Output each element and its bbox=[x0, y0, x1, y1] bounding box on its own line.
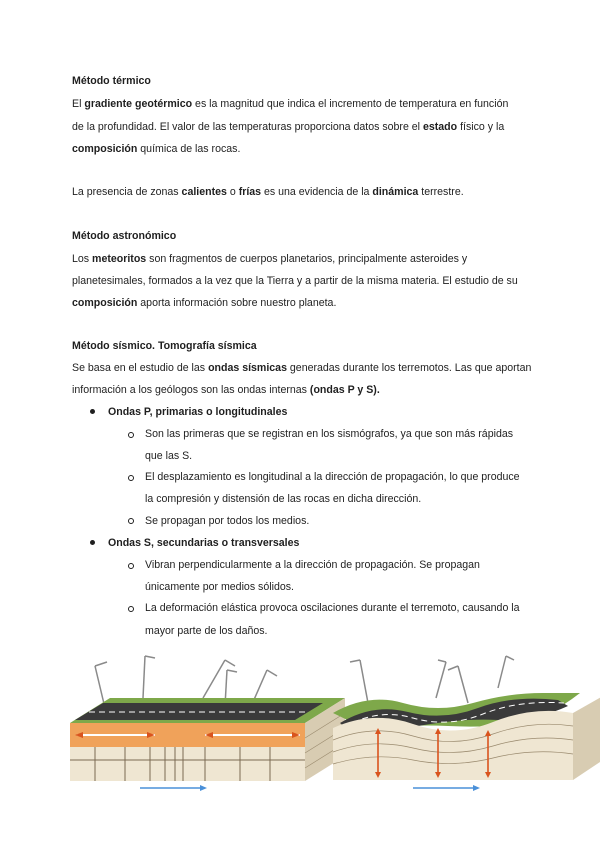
bullet-circle-icon bbox=[128, 518, 134, 524]
thermal-line-3: composición química de las rocas. bbox=[72, 143, 241, 155]
s-item-1-line-2: únicamente por medios sólidos. bbox=[145, 581, 294, 593]
p-item-3-line-1: Se propagan por todos los medios. bbox=[145, 515, 310, 527]
astro-line-2: planetesimales, formados a la vez que la Tierra y a partir de la misma materia. El estudio de su bbox=[72, 275, 518, 287]
s-item-2-line-2: mayor parte de los daños. bbox=[145, 625, 268, 637]
bullet-circle-icon bbox=[128, 563, 134, 569]
p-wave-illustration bbox=[55, 648, 355, 798]
p-item-1-line-1: Son las primeras que se registran en los sismógrafos, ya que son más rápidas bbox=[145, 428, 514, 440]
seismic-line-1: Se basa en el estudio de las ondas sísmicas generadas durante los terremotos. Las que aportan bbox=[72, 362, 532, 374]
s-waves-label: Ondas S, secundarias o transversales bbox=[108, 537, 300, 549]
p-item-2-line-2: la compresión y distensión de las rocas en dicha dirección. bbox=[145, 493, 422, 505]
seismic-line-2: información a los geólogos son las ondas internas (ondas P y S). bbox=[72, 384, 380, 396]
heading-thermal: Método térmico bbox=[72, 75, 151, 87]
p-item-2-line-1: El desplazamiento es longitudinal a la dirección de propagación, lo que produce bbox=[145, 471, 520, 483]
thermal-line-1: El gradiente geotérmico es la magnitud que indica el incremento de temperatura en función bbox=[72, 98, 509, 110]
s-item-1-line-1: Vibran perpendicularmente a la dirección de propagación. Se propagan bbox=[145, 559, 480, 571]
astro-line-3: composición aporta información sobre nuestro planeta. bbox=[72, 297, 337, 309]
heading-astro: Método astronómico bbox=[72, 230, 177, 242]
bullet-dot-icon bbox=[90, 540, 95, 545]
s-item-2-line-1: La deformación elástica provoca oscilaciones durante el terremoto, causando la bbox=[145, 602, 520, 614]
s-wave-illustration bbox=[318, 648, 600, 798]
p-waves-label: Ondas P, primarias o longitudinales bbox=[108, 406, 288, 418]
bullet-circle-icon bbox=[128, 432, 134, 438]
bullet-dot-icon bbox=[90, 409, 95, 414]
bullet-circle-icon bbox=[128, 475, 134, 481]
bullet-circle-icon bbox=[128, 606, 134, 612]
heading-seismic: Método sísmico. Tomografía sísmica bbox=[72, 340, 257, 352]
thermal-line-2: de la profundidad. El valor de las temperaturas proporciona datos sobre el estado físico y la bbox=[72, 121, 505, 133]
thermal-line-4: La presencia de zonas calientes o frías es una evidencia de la dinámica terrestre. bbox=[72, 186, 464, 198]
astro-line-1: Los meteoritos son fragmentos de cuerpos planetarios, principalmente asteroides y bbox=[72, 253, 468, 265]
p-item-1-line-2: que las S. bbox=[145, 450, 193, 462]
